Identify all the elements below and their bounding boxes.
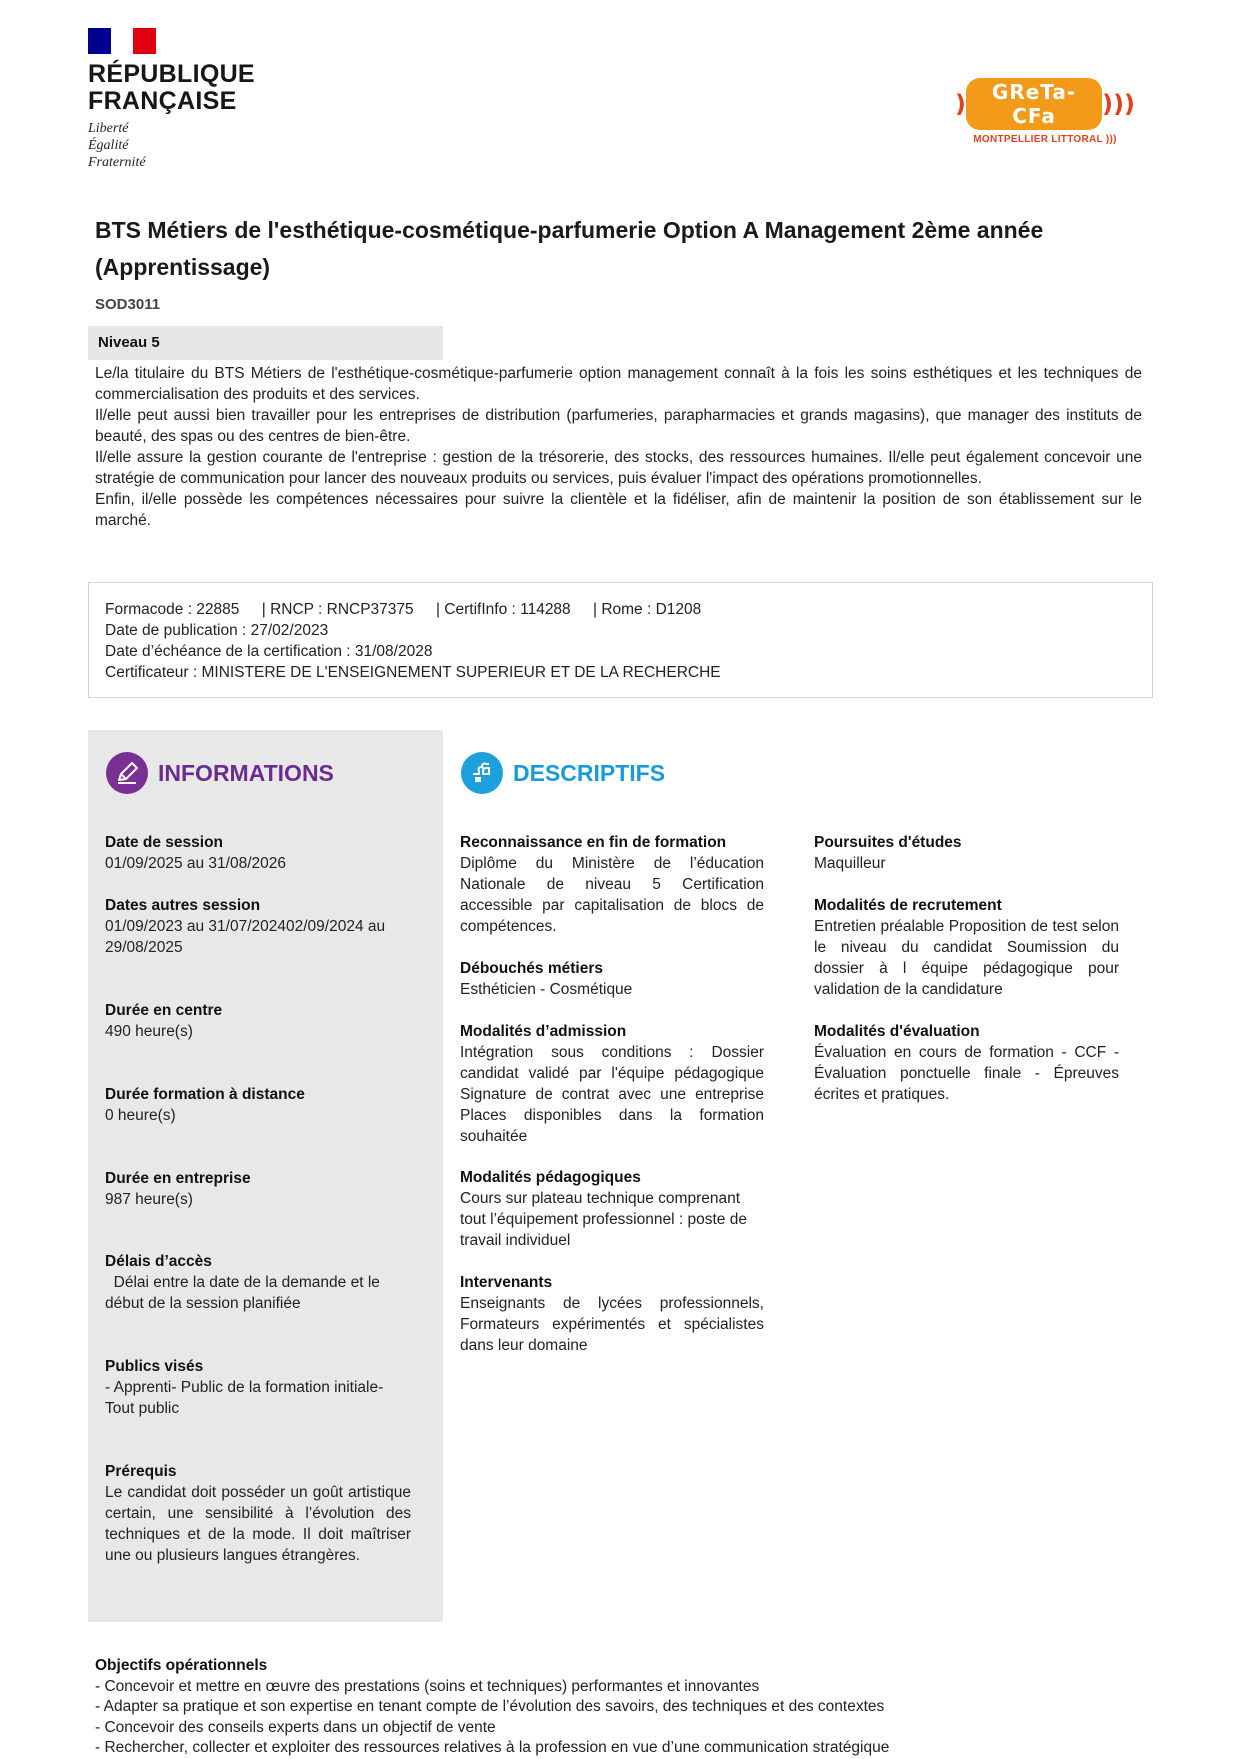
- list-item: - Concevoir et mettre en œuvre des prestations (soins et techniques) performantes et innovantes: [95, 1677, 760, 1695]
- company-duration: Durée en entreprise 987 heure(s): [105, 1170, 251, 1208]
- distance-duration: Durée formation à distance 0 heure(s): [105, 1086, 305, 1124]
- formacode: Formacode : 22885: [105, 601, 240, 618]
- publication-date: Date de publication : 27/02/2023: [105, 622, 329, 639]
- greta-subtitle: MONTPELLIER LITTORAL ))): [973, 134, 1117, 145]
- expiry-date: Date d’échéance de la certification : 31/08/2028: [105, 643, 433, 660]
- rf-motto: Liberté Égalité Fraternité: [88, 121, 146, 170]
- pencil-icon: [106, 752, 148, 794]
- greta-cfa-logo: ) GReTa-CFa ))) MONTPELLIER LITTORAL ))): [955, 80, 1135, 145]
- operational-objectives: Objectifs opérationnels - Concevoir et mettre en œuvre des prestations (soins et techniques) performantes et innovantes - Adapter sa pratique et son expertise en tenant compte de l’évolution des savoirs, des techniques et des contextes - Concevoir des conseils experts dans un objectif de vente - Rechercher, collecter et exploiter des ressources relatives à la profession en vue d’une communication stratégique: [95, 1656, 1145, 1759]
- page-title: BTS Métiers de l'esthétique-cosmétique-parfumerie Option A Management 2ème année (Apprentissage): [95, 217, 1044, 280]
- course-code: SOD3011: [95, 296, 161, 313]
- level-badge: Niveau 5: [88, 326, 443, 360]
- list-item: - Concevoir des conseils experts dans un objectif de vente: [95, 1718, 496, 1736]
- certification-box: [88, 582, 1153, 698]
- rf-name: RÉPUBLIQUE FRANÇAISE: [88, 60, 255, 115]
- descriptifs-heading: DESCRIPTIFS: [461, 752, 665, 794]
- rncp: | RNCP : RNCP37375: [261, 601, 414, 618]
- intro-text: Le/la titulaire du BTS Métiers de l'esthétique-cosmétique-parfumerie option management connaît à la fois les soins esthétiques et les techniques de commercialisation des produits et des services. Il/elle peut aussi bien travailler pour les entreprises de distribution (parfumeries, parapharmacies et grands magasins), que manager des instituts de beauté, des spas ou des centres de bien-être. Il/elle assure la gestion courante de l'entreprise : gestion de la trésorerie, des stocks, des ressources humaines. Il/elle peut également concevoir une stratégie de communication pour lancer des nouveaux produits ou services, puis évaluer l'impact des opérations promotionnelles. Enfin, il/elle possède les compétences nécessaires pour suivre la clientèle et la fidéliser, afin de maintenir la position de son établissement sur le marché.: [95, 365, 1142, 529]
- instructors: Intervenants Enseignants de lycées professionnels, Formateurs expérimentés et spécialistes dans leur domaine: [460, 1274, 764, 1354]
- list-item: - Adapter sa pratique et son expertise en tenant compte de l’évolution des savoirs, des techniques et des contextes: [95, 1698, 885, 1715]
- centre-duration: Durée en centre 490 heure(s): [105, 1002, 223, 1040]
- puzzle-icon: [461, 752, 503, 794]
- french-flag-icon: [88, 28, 156, 54]
- certifier: Certificateur : MINISTERE DE L'ENSEIGNEMENT SUPERIEUR ET DE LA RECHERCHE: [105, 664, 721, 681]
- recruitment-terms: Modalités de recrutement Entretien préalable Proposition de test selon le niveau du candidat Soumission du dossier à l équipe pédagogique pour validation de la candidature: [814, 897, 1119, 998]
- job-outcomes: Débouchés métiers Esthéticien - Cosmétique: [460, 960, 633, 998]
- session-date: Date de session 01/09/2025 au 31/08/2026: [105, 834, 287, 872]
- pedagogical-terms: Modalités pédagogiques Cours sur plateau technique comprenant tout l’équipement professionnel : poste de travail individuel: [460, 1169, 747, 1249]
- republique-francaise-logo: [88, 28, 268, 171]
- certifinfo: | CertifInfo : 114288: [435, 601, 571, 618]
- prerequisites: Prérequis Le candidat doit posséder un goût artistique certain, une sensibilité à l’évolution des techniques et de la mode. Il doit maîtriser une ou plusieurs langues étrangères.: [105, 1463, 411, 1564]
- informations-heading: INFORMATIONS: [106, 752, 334, 794]
- list-item: - Rechercher, collecter et exploiter des ressources relatives à la profession en vue d’une communication stratégique: [95, 1739, 890, 1756]
- target-audience: Publics visés - Apprenti- Public de la formation initiale- Tout public: [105, 1358, 384, 1417]
- further-studies: Poursuites d'études Maquilleur: [814, 834, 962, 872]
- access-delay: Délais d’accès Délai entre la date de la demande et le début de la session planifiée: [105, 1253, 385, 1312]
- recognition: Reconnaissance en fin de formation Diplôme du Ministère de l’éducation Nationale de niveau 5 Certification accessible par capitalisation de blocs de compétences.: [460, 834, 764, 935]
- greta-brand: GReTa-CFa: [966, 78, 1102, 130]
- rome: | Rome : D1208: [593, 601, 702, 618]
- evaluation-terms: Modalités d'évaluation Évaluation en cours de formation - CCF - Évaluation ponctuelle finale - Épreuves écrites et pratiques.: [814, 1023, 1119, 1103]
- admission-terms: Modalités d’admission Intégration sous conditions : Dossier candidat validé par l'équipe pédagogique Signature de contrat avec une entreprise Places disponibles dans la formation souhaitée: [460, 1023, 764, 1145]
- other-session-dates: Dates autres session 01/09/2023 au 31/07/202402/09/2024 au 29/08/2025: [105, 897, 386, 956]
